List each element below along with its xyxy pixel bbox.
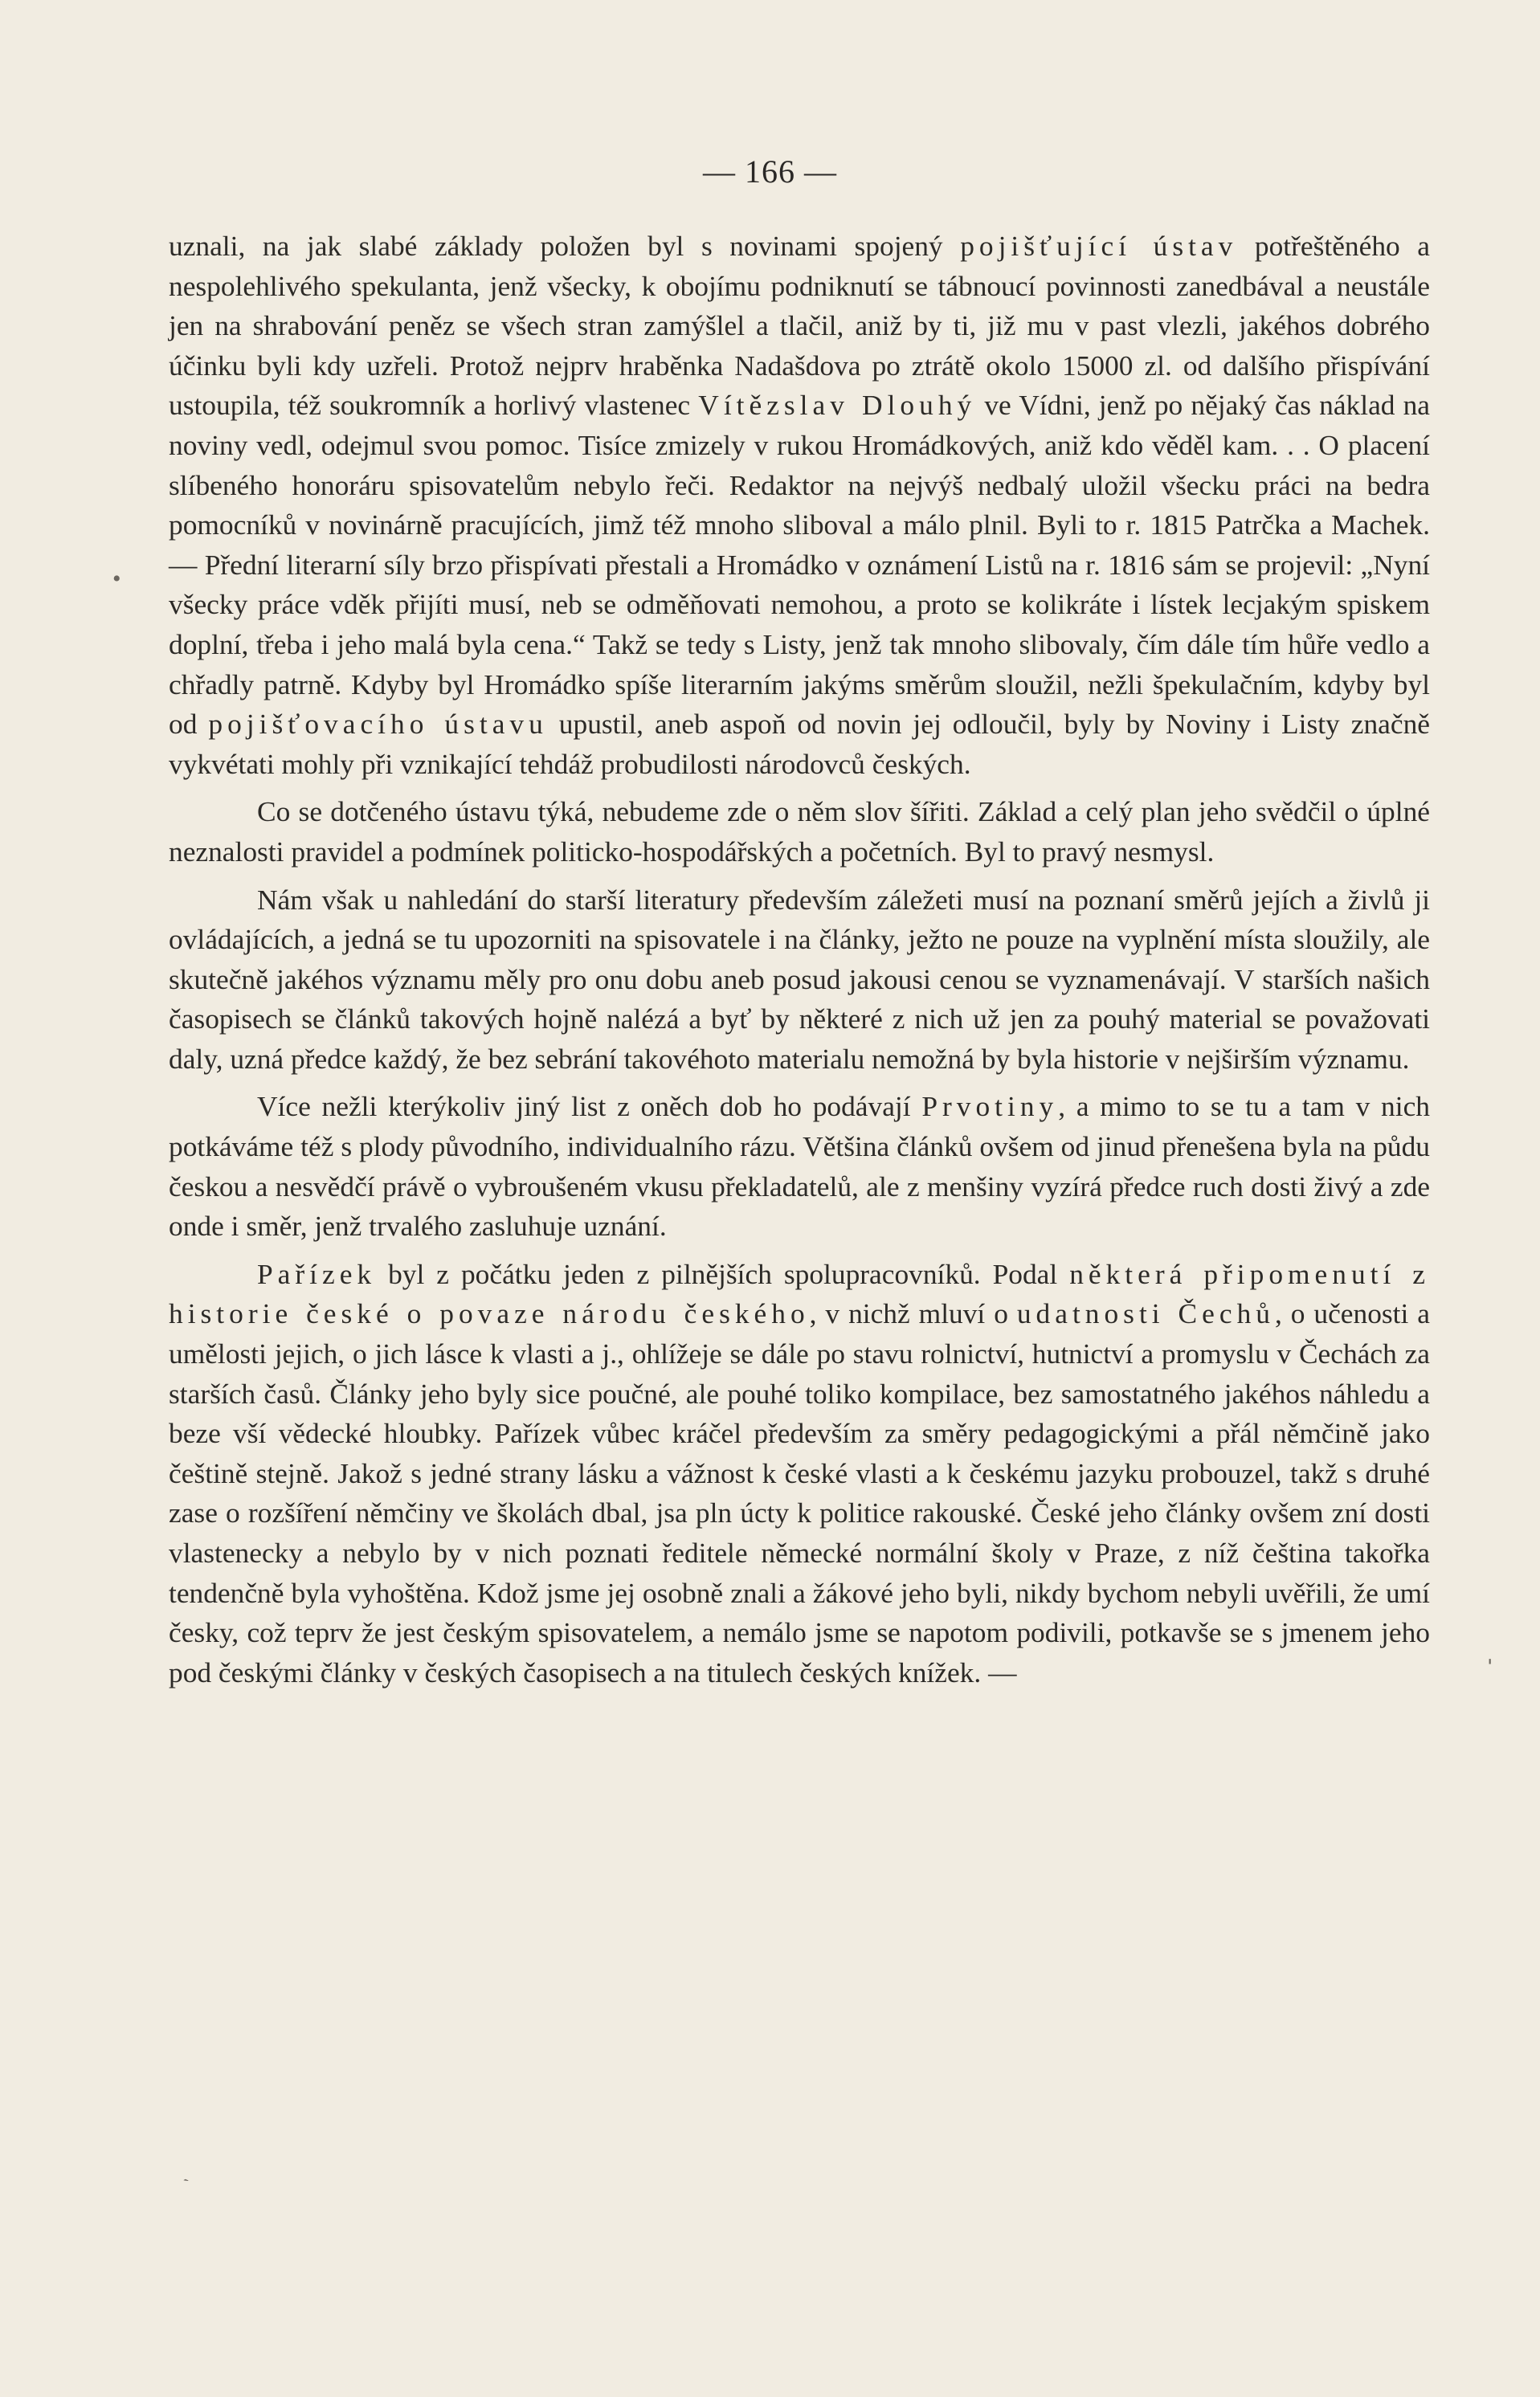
- paragraph: [169, 792, 1430, 872]
- paragraph-text: byl z počátku jeden z pilnějších spolupracovníků. Podal: [376, 1257, 1070, 1290]
- margin-dot-mark: •: [112, 566, 121, 592]
- spaced-emphasis-text: některá připomenutí z historie české o povaze národu českého: [169, 1257, 1430, 1330]
- paragraph: [169, 880, 1430, 1080]
- paragraph: [169, 1255, 1430, 1693]
- margin-stroke-mark: ˋ: [181, 2174, 198, 2197]
- paragraph-text: , o učenosti a umělosti jejich, o jich lásce k vlasti a j., ohlížeje se dále po stavu rolnictví, hutnictví a promyslu v Čechách za starších časů. Články jeho byly sice poučné, ale pouhé toliko kompilace, bez samostatného jakéhos náhledu a beze vší vědecké hloubky. Pařízek vůbec kráčel především za směry pedagogickými a přál němčině jako češtině stejně. Jakož s jedné strany lásku a vážnost k české vlasti a k českému jazyku probouzel, takž s druhé zase o rozšíření němčiny ve školách dbal, jsa pln úcty k politice rakouské. České jeho články ovšem zní dosti vlastenecky a nebylo by v nich poznati ředitele německé normální školy v Praze, z níž čeština takořka tendenčně byla vyhoštěna. Kdož jsme jej osobně znali a žákové jeho byli, nikdy bychom nebyli uvěřili, že umí česky, což teprv že jest českým spisovatelem, a nemálo jsme se napotom podivili, potkavše se s jmenem jeho pod českými články v českých časopisech a na titulech českých knížek. —: [169, 1297, 1430, 1689]
- paragraph: [169, 1087, 1430, 1246]
- paragraph-text: potřeštěného a nespolehlivého spekulanta, jenž všecky, k obojímu podniknutí se tábnoucí povinnosti zanedbával a neustále jen na shrabování peněz se všech stran zamýšlel a tlačil, aniž by ti, již mu v past vlezli, jakéhos dobrého účinku byli kdy uzřeli. Protož nejprv hraběnka Nadašdova po ztrátě okolo 15000 zl. od dalšího přispívání ustoupila, též soukromník a horlivý vlastenec: [169, 230, 1430, 422]
- paragraph-text: upustil, aneb aspoň od novin jej odloučil, byly by Noviny i Listy značně vykvétati mohly při vznikající tehdáž probudilosti národovců českých.: [169, 708, 1430, 780]
- paragraph-text: Více nežli kterýkoliv jiný list z oněch dob ho podávají: [257, 1090, 922, 1123]
- paragraph-text: uznali, na jak slabé základy položen byl s novinami spojený: [169, 230, 961, 262]
- margin-tick-mark: ˈ: [1485, 1652, 1496, 1689]
- spaced-emphasis-text: udatnosti Čechů: [1016, 1297, 1275, 1330]
- paragraph-text: Nám však u nahledání do starší literatury především záležeti musí na poznaní směrů jejích a živlů ji ovládajících, a jedná se tu upozorniti na spisovatele i na články, ježto ne pouze na vyplnění místa sloužily, ale skutečně jakéhos významu měly pro onu dobu aneb posud jakousi cenou se vyznamenávají. V starších našich časopisech se článků takových hojně nalézá a byť by některé z nich už jen za pouhý material se považovati daly, uzná předce každý, že bez sebrání takovéhoto materialu nemožná by byla historie v nejširším významu.: [169, 883, 1430, 1075]
- spaced-emphasis-text: pojišťovacího ústavu: [208, 708, 548, 741]
- page-number: — 166 —: [703, 153, 837, 190]
- paragraph-text: , v nichž mluví o: [809, 1297, 1017, 1330]
- paragraph-text: , a mimo to se tu a tam v nich potkáváme též s plody původního, individualního rázu. Většina článků ovšem od jinud přenešena byla na půdu českou a nesvědčí právě o vybroušeném vkusu překladatelů, ale z menšiny vyzírá předce ruch dosti živý a zde onde i směr, jenž trvalého zasluhuje uznání.: [169, 1090, 1430, 1243]
- spaced-emphasis-text: Vítězslav Dlouhý: [698, 389, 977, 422]
- spaced-emphasis-text: pojišťující ústav: [960, 230, 1238, 262]
- paragraph-text: Co se dotčeného ústavu týká, nebudeme zde o něm slov šířiti. Základ a celý plan jeho svědčil o úplné neznalosti pravidel a podmínek politicko-hospodářských a početních. Byl to pravý nesmysl.: [169, 795, 1430, 868]
- body-text: [169, 227, 1430, 1693]
- paragraph-text: ve Vídni, jenž po nějaký čas náklad na noviny vedl, odejmul svou pomoc. Tisíce zmizely v rukou Hromádkových, aniž kdo věděl kam. . . O placení slíbeného honoráru spisovatelům nebylo řeči. Redaktor na nejvýš nedbalý uložil všecku práci na bedra pomocníků v novinárně pracujících, jimž též mnoho sliboval a málo plnil. Byli to r. 1815 Patrčka a Machek. — Přední literarní síly brzo přispívati přestali a Hromádko v oznámení Listů na r. 1816 sám se projevil: „Nyní všecky práce vděk přijíti musí, neb se odměňovati nemohou, a proto se kolikráte i lístek lecjakým spiskem doplní, třeba i jeho malá byla cena.“ Takž se tedy s Listy, jenž tak mnoho slibovaly, čím dále tím hůře vedlo a chřadly patrně. Kdyby byl Hromádko spíše literarním jakýms směrům sloužil, nežli špekulačním, kdyby byl od: [169, 389, 1430, 741]
- paragraph: [169, 227, 1430, 784]
- spaced-emphasis-text: Prvotiny: [921, 1090, 1059, 1123]
- spaced-emphasis-text: Pařízek: [257, 1257, 377, 1290]
